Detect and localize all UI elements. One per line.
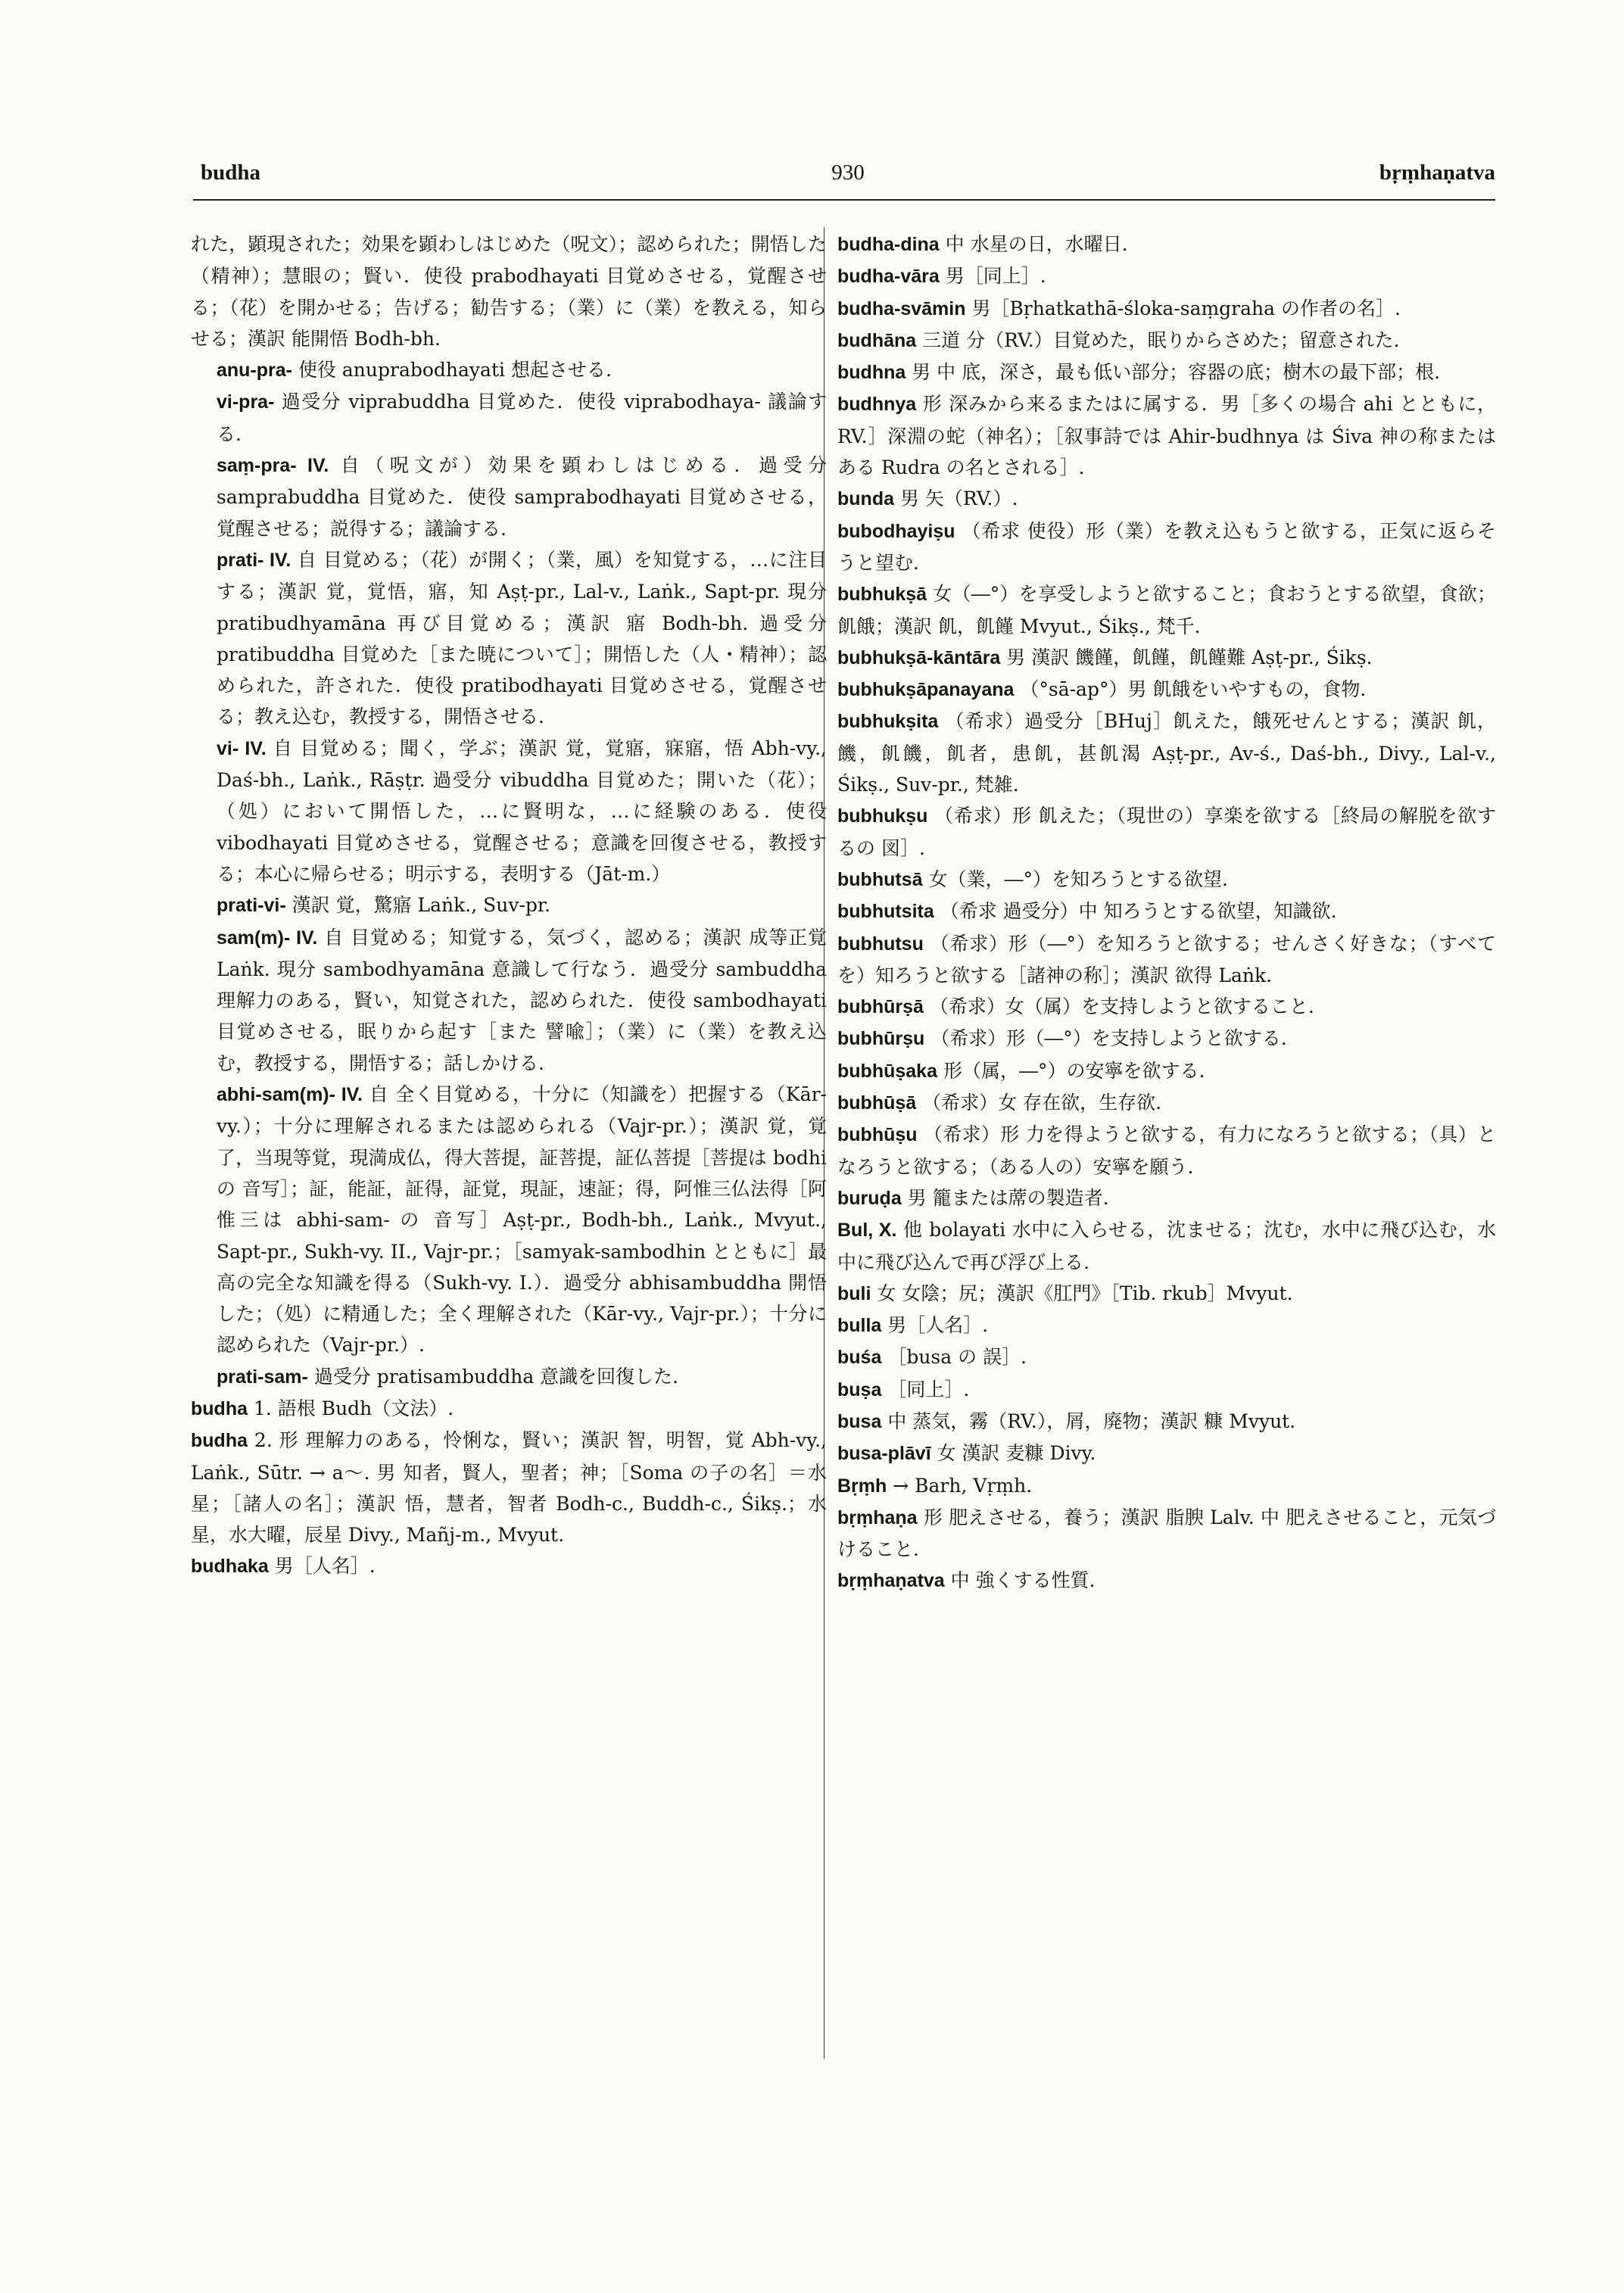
right-column (837, 229, 1496, 1597)
entry-prati-sam: prati-sam- 過受分 pratisambuddha 意識を回復した. (217, 1365, 679, 1388)
entry-sam-pra: saṃ-pra- IV. 自（呪文が）効果を顕わしはじめる．過受分 samprabuddha 目覚めた．使役 samprabodhayati 目覚めさせる，覚醒させる；説得する；議論する. (217, 454, 827, 540)
entry-samm: sam(m)- IV. 自 目覚める；知覚する，気づく，認める；漢訳 成等正覚 Laṅk. 現分 sambodhyamāna 意識して行なう．過受分 sambuddha 理解力のある，賢い，知覚された，認められた．使役 sambodhayati 目覚めさせる，眠りから起す［また 譬喩］；（業）に（業）を教え込む，教授する，開悟する；話しかける. (217, 926, 827, 1074)
entry-buli: buli 女 女陰；尻；漢訳《肛門》［Tib. rkub］Mvyut. (837, 1282, 1293, 1304)
entry-busa-2: buṣa ［同上］. (837, 1378, 970, 1400)
entry-vi-pra: vi-pra- 過受分 viprabuddha 目覚めた．使役 viprabodhaya- 議論する. (217, 391, 827, 445)
entry-bubhusa: bubhūṣā （希求）女 存在欲，生存欲. (837, 1092, 1162, 1114)
page-number: 930 (831, 160, 865, 185)
entry-prati-vi: prati-vi- 漢訳 覚，驚寤 Laṅk., Suv-pr. (217, 894, 551, 917)
entry-busa-1: buśa ［busa の 誤］. (837, 1346, 1027, 1369)
entry-budhana: budhāna 三道 分（RV.）目覚めた，眠りからさめた；留意された. (837, 329, 1400, 351)
entry-bubhursu: bubhūrṣu （希求）形（―°）を支持しようと欲する. (837, 1027, 1287, 1050)
entry-budha-1: budha 1. 語根 Budh（文法）. (191, 1397, 454, 1419)
entry-bunda: bunda 男 矢（RV.）. (837, 488, 1018, 510)
entry-budha-2: budha 2. 形 理解力のある，怜悧な，賢い；漢訳 智，明智，覚 Abh-vy., Laṅk., Sūtr. → a～. 男 知者，賢人，聖者；神；［Soma の子の名］＝水星；［諸人の名］；漢訳 悟，慧者，智者 Bodh-c., Buddh-c., Śikṣ.；水星，水大曜，辰星 Divy., Mañj-m., Mvyut. (191, 1429, 827, 1547)
entry-abhi-samm: abhi-sam(m)- IV. 自 全く目覚める，十分に（知識を）把握する（Kār-vy.）；十分に理解されるまたは認められる（Vajr-pr.）；漢訳 覚，覚了，当現等覚，現満成仏，得大菩提，証菩提，証仏菩提［菩提は bodhi の 音写］；証，能証，証得，証覚，現証，速証；得，阿惟三仏法得［阿惟三は abhi-sam- の 音写］Aṣṭ-pr., Bodh-bh., Laṅk., Mvyut., Sapt-pr., Sukh-vy. II., Vajr-pr.；［samyak-sambodhin とともに］最高の完全な知識を得る（Sukh-vy. I.）．過受分 abhisambuddha 開悟した；（処）に精通した；全く理解された（Kār-vy., Vajr-pr.）；十分に認められた（Vajr-pr.）. (217, 1083, 827, 1357)
entry-anu-pra: anu-pra- 使役 anuprabodhayati 想起させる. (217, 359, 612, 382)
entry-bubhursa: bubhūrṣā （希求）女（属）を支持しようと欲すること. (837, 995, 1314, 1018)
entry-prati: prati- IV. 自 目覚める；（花）が開く；（業，風）を知覚する，…に注目する；漢訳 覚，覚悟，寤，知 Aṣṭ-pr., Lal-v., Laṅk., Sapt-pr. 現分 pratibudhyamāna 再び目覚める；漢訳 寤 Bodh-bh. 過受分 pratibuddha 目覚めた［また暁について］；開悟した（人・精神）；認められた，許された．使役 pratibodhayati 目覚めさせる，覚醒させる；教え込む，教授する，開悟させる. (217, 548, 827, 728)
entry-bubhuksa-kantara: bubhukṣā-kāntāra 男 漢訳 饑饉，飢饉，飢饉難 Aṣṭ-pr., Śikṣ. (837, 646, 1373, 668)
entry-bubhutsita: bubhutsita （希求 過受分）中 知ろうとする欲望，知識欲. (837, 900, 1337, 923)
entry-bubhuksa: bubhukṣā 女（―°）を享受しようと欲すること；食おうとする欲望，食欲；飢餓；漢訳 飢，飢饉 Mvyut., Śikṣ., 梵千. (837, 583, 1496, 637)
right-guide-word: bṛṃhaṇatva (1379, 160, 1495, 185)
entry-bubhusaka: bubhūṣaka 形（属，―°）の安寧を欲する. (837, 1059, 1205, 1082)
entry-bubhuksapanayana: bubhukṣāpanayana （°sā-ap°）男 飢餓をいやすもの，食物. (837, 678, 1367, 701)
entry-vi: vi- IV. 自 目覚める；聞く，学ぶ；漢訳 覚，覚寤，寐寤，悟 Abh-vy., Daś-bh., Laṅk., Rāṣṭr. 過受分 vibuddha 目覚めた；開いた（花）；（処）において開悟した，…に賢明な，…に経験のある．使役 vibodhayati 目覚めさせる，覚醒させる；意識を回復させる，教授する；本心に帰らせる；明示する，表明する（Jāt-m.） (217, 737, 827, 885)
entry-bubodhayisu: bubodhayiṣu （希求 使役）形（業）を教え込もうと欲する，正気に返らそうと望む. (837, 519, 1496, 574)
entry-bubhutsa: bubhutsā 女（業，―°）を知ろうとする欲望. (837, 868, 1228, 890)
entry-buruda: buruḍa 男 籠または蓆の製造者. (837, 1186, 1109, 1209)
entry-budha-svamin: budha-svāmin 男［Bṛhatkathā-śloka-saṃgraha の作者の名］. (837, 297, 1401, 319)
entry-budhna: budhna 男 中 底，深さ，最も低い部分；容器の底；樹木の最下部；根. (837, 361, 1441, 384)
left-column (191, 229, 827, 1583)
header-rule (193, 199, 1495, 201)
entry-bulla: bulla 男［人名］. (837, 1314, 989, 1337)
entry-bubhusu: bubhūṣu （希求）形 力を得ようと欲する，有力になろうと欲する；（具）となろうと欲する；（ある人の）安寧を願う. (837, 1123, 1496, 1178)
page-header (201, 160, 1495, 200)
entry-brmhana: bṛṃhaṇa 形 肥えさせる，養う；漢訳 脂腴 Lalv. 中 肥えさせること，元気づけること. (837, 1506, 1497, 1561)
entry-brmhanatva: bṛṃhaṇatva 中 強くする性質. (837, 1569, 1096, 1592)
entry-bubhuksita: bubhukṣita （希求）過受分［BHuj］飢えた，餓死せんとする；漢訳 飢，饑，飢饑，飢者，患飢，甚飢渴 Aṣṭ-pr., Av-ś., Daś-bh., Divy., Lal-v., Śikṣ., Suv-pr., 梵雑. (837, 710, 1496, 796)
entry-budhnya: budhnya 形 深みから来るまたはに属する．男［多くの場合 ahi とともに，RV.］深淵の蛇（神名）；［叙事詩では Ahir-budhnya は Śiva 神の称またはある Rudra の名とされる］. (837, 393, 1496, 479)
entry-budhaka: budhaka 男［人名］. (191, 1555, 376, 1578)
entry-continuation: れた，顕現された；効果を顕わしはじめた（呪文）；認められた；開悟した（精神）；慧眼の；賢い．使役 prabodhayati 目覚めさせる，覚醒させる；（花）を開かせる；告げる；勧告する；（業）に（業）を教える，知らせる；漢訳 能開悟 Bodh-bh. (191, 233, 827, 350)
entry-budha-vara: budha-vāra 男［同上］. (837, 265, 1046, 288)
entry-bubhutsu: bubhutsu （希求）形（―°）を知ろうと欲する；せんさく好きな；（すべてを）知ろうと欲する［諸神の称］；漢訳 欲得 Laṅk. (837, 932, 1496, 986)
entry-brmh: Bṛṃh → Barh, Vṛṃh. (837, 1474, 1033, 1497)
entry-busa-plavi: busa-plāvī 女 漢訳 麦糠 Divy. (837, 1442, 1096, 1465)
entry-bubhuksu: bubhukṣu （希求）形 飢えた；（現世の）享楽を欲する［終局の解脱を欲するの 図］. (837, 805, 1496, 859)
left-guide-word: budha (201, 160, 261, 185)
entry-busa-3: busa 中 蒸気，霧（RV.），屑，廃物；漢訳 糠 Mvyut. (837, 1410, 1296, 1432)
entry-budha-dina: budha-dina 中 水星の日，水曜日. (837, 233, 1128, 255)
entry-bul: Bul, X. 他 bolayati 水中に入らせる，沈ませる；沈む，水中に飛び込む，水中に飛び込んで再び浮び上る. (837, 1219, 1497, 1273)
